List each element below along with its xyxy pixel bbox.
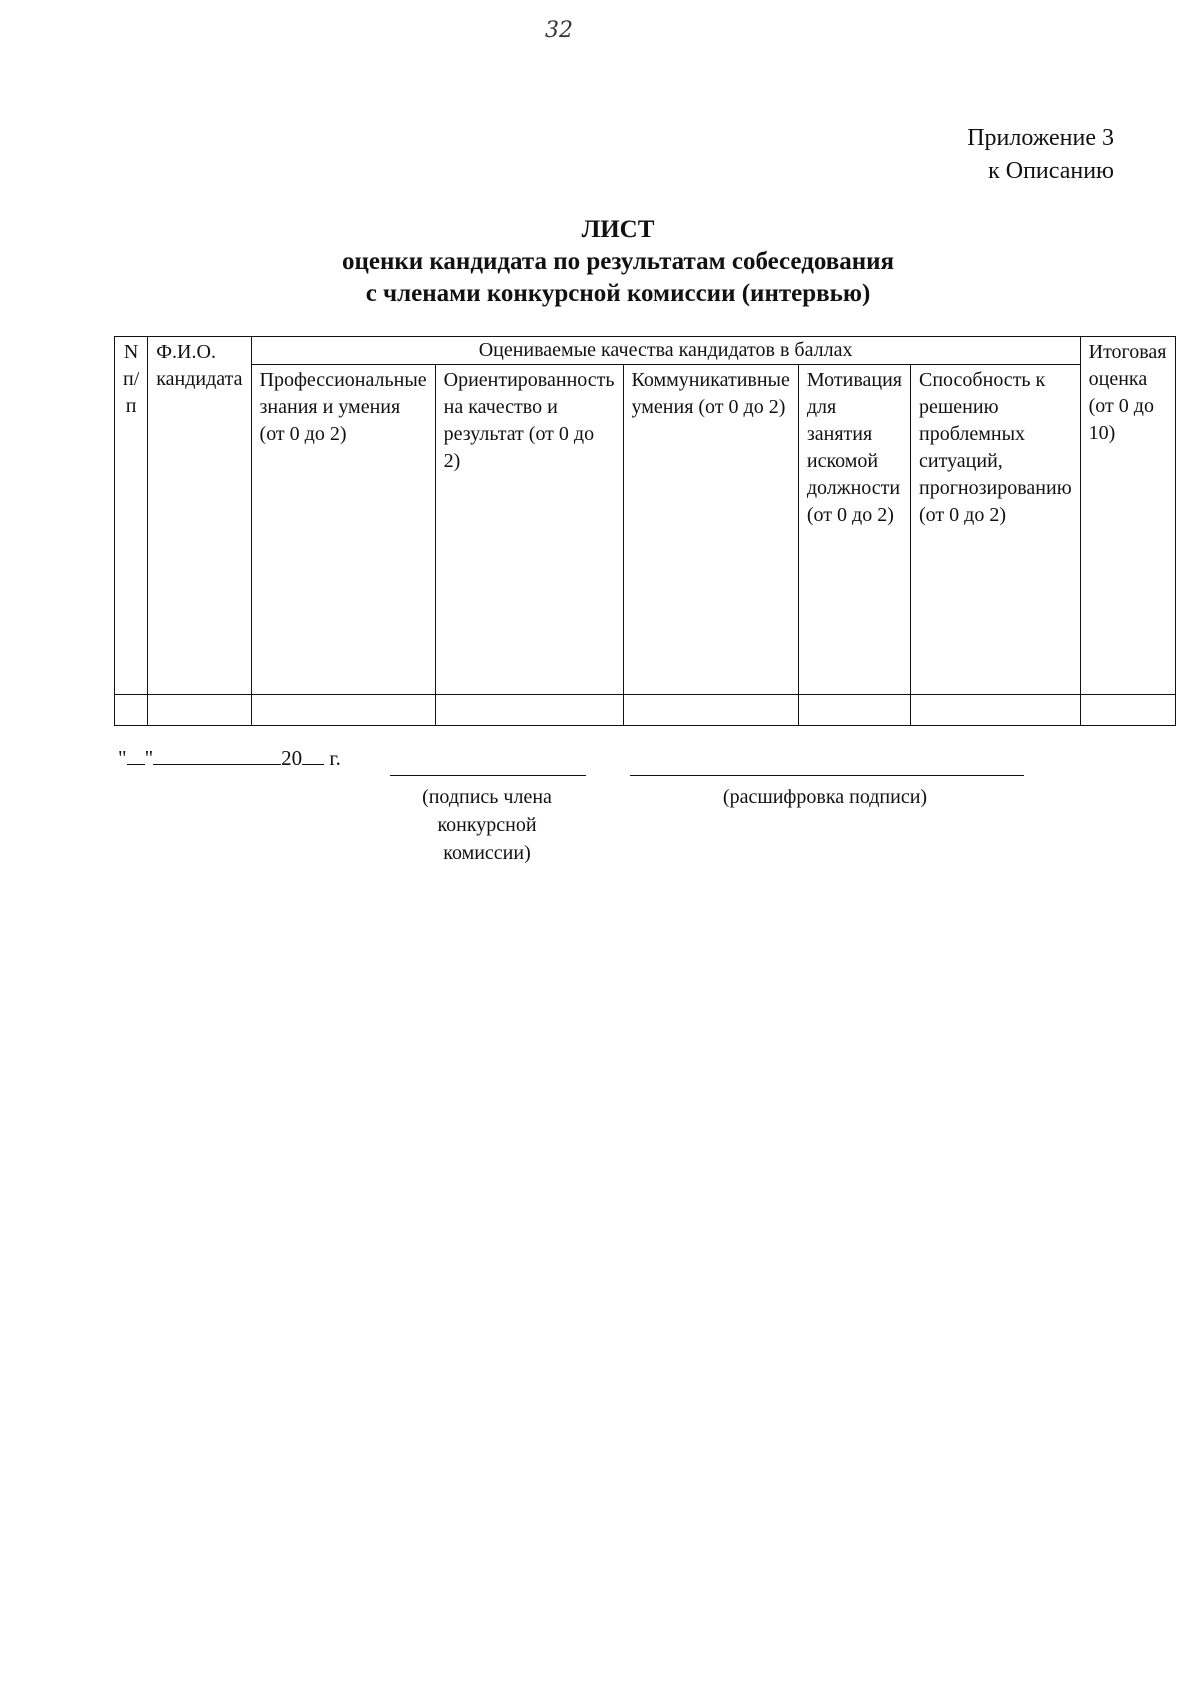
cell-quality-communication[interactable] bbox=[623, 695, 798, 726]
signature-caption: (подпись члена конкурсной комиссии) bbox=[422, 786, 552, 864]
table-subheader-row bbox=[115, 365, 1176, 695]
signature-decoding-caption: (расшифровка подписи) bbox=[722, 786, 928, 808]
date-quote-close: " bbox=[144, 746, 154, 770]
year-prefix: 20 bbox=[281, 746, 303, 770]
header-quality-professional: Профессиональные знания и умения (от 0 до 2) bbox=[251, 365, 435, 695]
header-number: N п/п bbox=[115, 337, 148, 695]
header-candidate-name: Ф.И.О. кандидата bbox=[148, 337, 251, 695]
title-line-1: ЛИСТ bbox=[581, 216, 655, 243]
cell-quality-motivation[interactable] bbox=[798, 695, 910, 726]
cell-total-score[interactable] bbox=[1080, 695, 1175, 726]
header-quality-problem-solving: Способность к решению проблемных ситуаций, прогнозированию (от 0 до 2) bbox=[911, 365, 1081, 695]
date-quote-open: " bbox=[118, 746, 127, 770]
header-qualities-group: Оцениваемые качества кандидатов в баллах bbox=[251, 337, 1080, 365]
cell-quality-problem-solving[interactable] bbox=[911, 695, 1081, 726]
title-line-2: оценки кандидата по результатам собеседования bbox=[341, 248, 895, 275]
date-line bbox=[118, 746, 341, 771]
evaluation-table bbox=[114, 336, 1176, 726]
appendix-reference bbox=[967, 122, 1114, 188]
signature-line[interactable] bbox=[390, 775, 586, 776]
year-blank[interactable] bbox=[302, 746, 324, 765]
cell-quality-result-orientation[interactable] bbox=[435, 695, 623, 726]
table-row bbox=[115, 695, 1176, 726]
document-title bbox=[0, 214, 1200, 310]
appendix-line-1: Приложение 3 bbox=[967, 125, 1114, 151]
header-quality-communication: Коммуникативные умения (от 0 до 2) bbox=[623, 365, 798, 695]
header-quality-result-orientation: Ориентированность на качество и результат (от 0 до 2) bbox=[435, 365, 623, 695]
header-total-score: Итоговая оценка (от 0 до 10) bbox=[1080, 337, 1175, 695]
cell-quality-professional[interactable] bbox=[251, 695, 435, 726]
cell-candidate-name[interactable] bbox=[148, 695, 251, 726]
page-number: 32 bbox=[545, 18, 573, 43]
day-blank[interactable] bbox=[127, 746, 145, 765]
year-suffix: г. bbox=[329, 746, 341, 770]
month-blank[interactable] bbox=[153, 746, 281, 765]
header-quality-motivation: Мотивация для занятия искомой должности (от 0 до 2) bbox=[798, 365, 910, 695]
signature-decoding-line[interactable] bbox=[630, 775, 1024, 776]
cell-number[interactable] bbox=[115, 695, 148, 726]
title-line-3: с членами конкурсной комиссии (интервью) bbox=[365, 280, 871, 307]
appendix-line-2: к Описанию bbox=[988, 158, 1114, 184]
table-header-row bbox=[115, 337, 1176, 365]
